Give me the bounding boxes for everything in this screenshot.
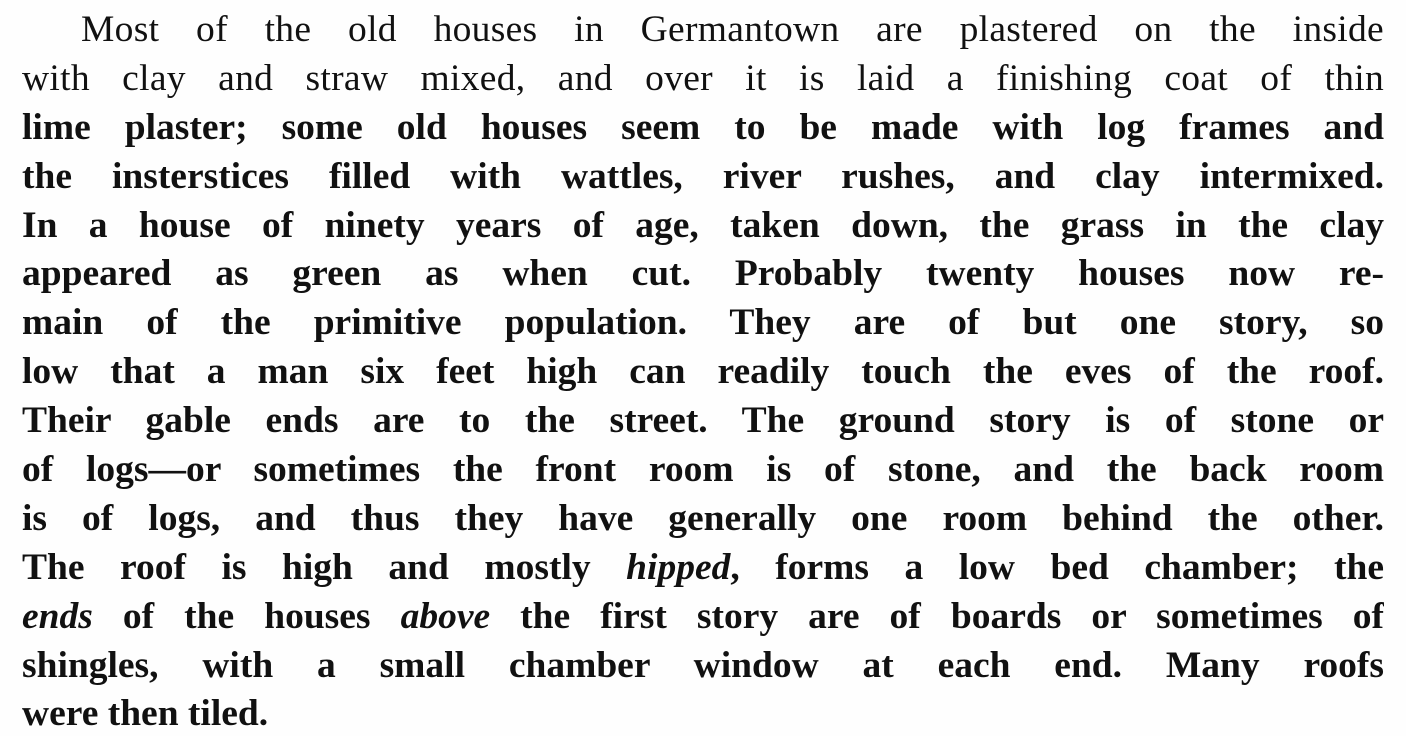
paragraph-line: is of logs, and thus they have generally one room behind the other.: [22, 497, 1384, 539]
italic-text: ends: [22, 595, 93, 637]
paragraph-line: Their gable ends are to the street. The ground story is of stone or: [22, 400, 1384, 442]
paragraph: [22, 6, 1384, 739]
paragraph-line: Most of the old houses in Germantown are plastered on the inside: [81, 9, 1384, 50]
paragraph-line: were then tiled.: [22, 693, 269, 735]
line-text: of the houses: [92, 595, 401, 637]
paragraph-line: the insterstices filled with wattles, river rushes, and clay intermixed.: [22, 155, 1384, 197]
paragraph-line: main of the primitive population. They are of but one story, so: [22, 302, 1384, 344]
paragraph-line: of logs—or sometimes the front room is of stone, and the back room: [22, 449, 1384, 491]
line-text: the first story are of boards or sometimes of: [490, 595, 1384, 637]
paragraph-line: [22, 544, 1384, 593]
paragraph-line: shingles, with a small chamber window at each end. Many roofs: [22, 644, 1384, 686]
paragraph-line: appeared as green as when cut. Probably twenty houses now re-: [22, 253, 1384, 295]
line-text: The roof is high and mostly: [22, 546, 627, 588]
paragraph-line: In a house of ninety years of age, taken down, the grass in the clay: [22, 204, 1384, 246]
italic-text: hipped: [626, 546, 731, 588]
italic-text: above: [400, 595, 491, 637]
line-text: , forms a low bed chamber; the: [730, 546, 1384, 588]
paragraph-line: low that a man six feet high can readily touch the eves of the roof.: [22, 351, 1384, 393]
paragraph-line: lime plaster; some old houses seem to be made with log frames and: [22, 106, 1384, 148]
paragraph-line: [22, 593, 1384, 642]
paragraph-line: with clay and straw mixed, and over it is laid a finishing coat of thin: [22, 57, 1384, 99]
